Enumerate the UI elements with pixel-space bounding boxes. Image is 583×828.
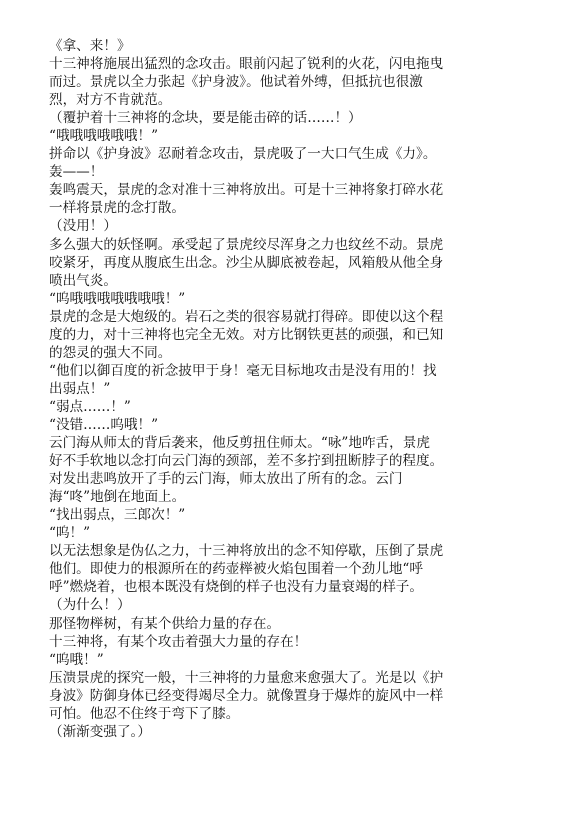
document-body xyxy=(49,37,529,741)
text-line: 十三神将施展出猛烈的念攻击。眼前闪起了锐利的火花，闪电拖曳 xyxy=(49,56,444,73)
text-line: 咬紧牙，再度从腹底生出念。沙尘从脚底被卷起，风箱般从他全身 xyxy=(49,254,444,271)
text-line: 度的力，对十三神将也完全无效。对方比钢铁更甚的顽强，和已知 xyxy=(49,326,444,343)
text-line: 好不手软地以念打向云门海的颈部，差不多拧到扭断脖子的程度。 xyxy=(49,453,444,470)
text-line: （覆护着十三神将的念块，要是能击碎的话……！） xyxy=(49,110,362,127)
text-line: “哦哦哦哦哦哦！” xyxy=(49,128,159,145)
text-line: “没错……呜哦！” xyxy=(49,416,159,433)
text-line: 呼”燃烧着，也根本既没有烧倒的样子也没有力量衰竭的样子。 xyxy=(49,579,423,596)
text-line: 那怪物榉树，有某个供给力量的存在。 xyxy=(49,615,281,632)
text-line: （渐渐变强了。） xyxy=(49,723,151,740)
text-line: 压溃景虎的探究一般，十三神将的力量愈来愈强大了。光是以《护 xyxy=(49,669,444,686)
text-line: 喷出气炎。 xyxy=(49,272,117,289)
text-line: 一样将景虎的念打散。 xyxy=(49,200,185,217)
text-line: “找出弱点，三郎次！” xyxy=(49,507,186,524)
text-line: “呜哦哦哦哦哦哦哦！” xyxy=(49,290,186,307)
text-line: 多么强大的妖怪啊。承受起了景虎绞尽浑身之力也纹丝不动。景虎 xyxy=(49,236,444,253)
text-line: 他们。即使力的根源所在的药壶榉被火焰包围着一个劲儿地“呼 xyxy=(49,561,423,578)
text-line: 海“咚”地倒在地面上。 xyxy=(49,489,186,506)
text-line: “呜哦！” xyxy=(49,651,104,668)
text-line: 的怨灵的强大不同。 xyxy=(49,344,172,361)
text-line: （没用！） xyxy=(49,218,117,235)
text-line: 身波》防御身体已经变得竭尽全力。就像置身于爆炸的旋风中一样 xyxy=(49,687,444,704)
text-line: 对发出悲鸣放开了手的云门海，师太放出了所有的念。云门 xyxy=(49,471,403,488)
text-line: 出弱点！” xyxy=(49,380,111,397)
text-line: 《拿、来！》 xyxy=(49,38,131,54)
text-line: 而过。景虎以全力张起《护身波》。他试着外缚，但抵抗也很激 xyxy=(49,74,423,91)
text-line: 拼命以《护身波》忍耐着念攻击，景虎吸了一大口气生成《力》。 xyxy=(49,146,437,163)
text-line: 云门海从师太的背后袭来，他反剪扭住师太。“咏”地咋舌，景虎 xyxy=(49,435,430,452)
text-line: “呜！” xyxy=(49,525,91,542)
text-line: “弱点……！” xyxy=(49,398,131,415)
text-line: 烈，对方不肯就范。 xyxy=(49,92,172,109)
text-line: “他们以御百度的祈念披甲于身！毫无目标地攻击是没有用的！找 xyxy=(49,362,437,379)
text-line: （为什么！） xyxy=(49,597,131,614)
text-line: 轰鸣震天，景虎的念对准十三神将放出。可是十三神将象打碎水花 xyxy=(49,182,444,199)
text-line: 景虎的念是大炮级的。岩石之类的很容易就打得碎。即使以这个程 xyxy=(49,308,444,325)
text-line: 可怕。他忍不住终于弯下了膝。 xyxy=(49,705,240,722)
text-line: 以无法想象是伪仏之力，十三神将放出的念不知停歇，压倒了景虎 xyxy=(49,543,444,560)
text-line: 十三神将，有某个攻击着强大力量的存在！ xyxy=(49,633,308,650)
text-line: 轰——！ xyxy=(49,164,104,181)
